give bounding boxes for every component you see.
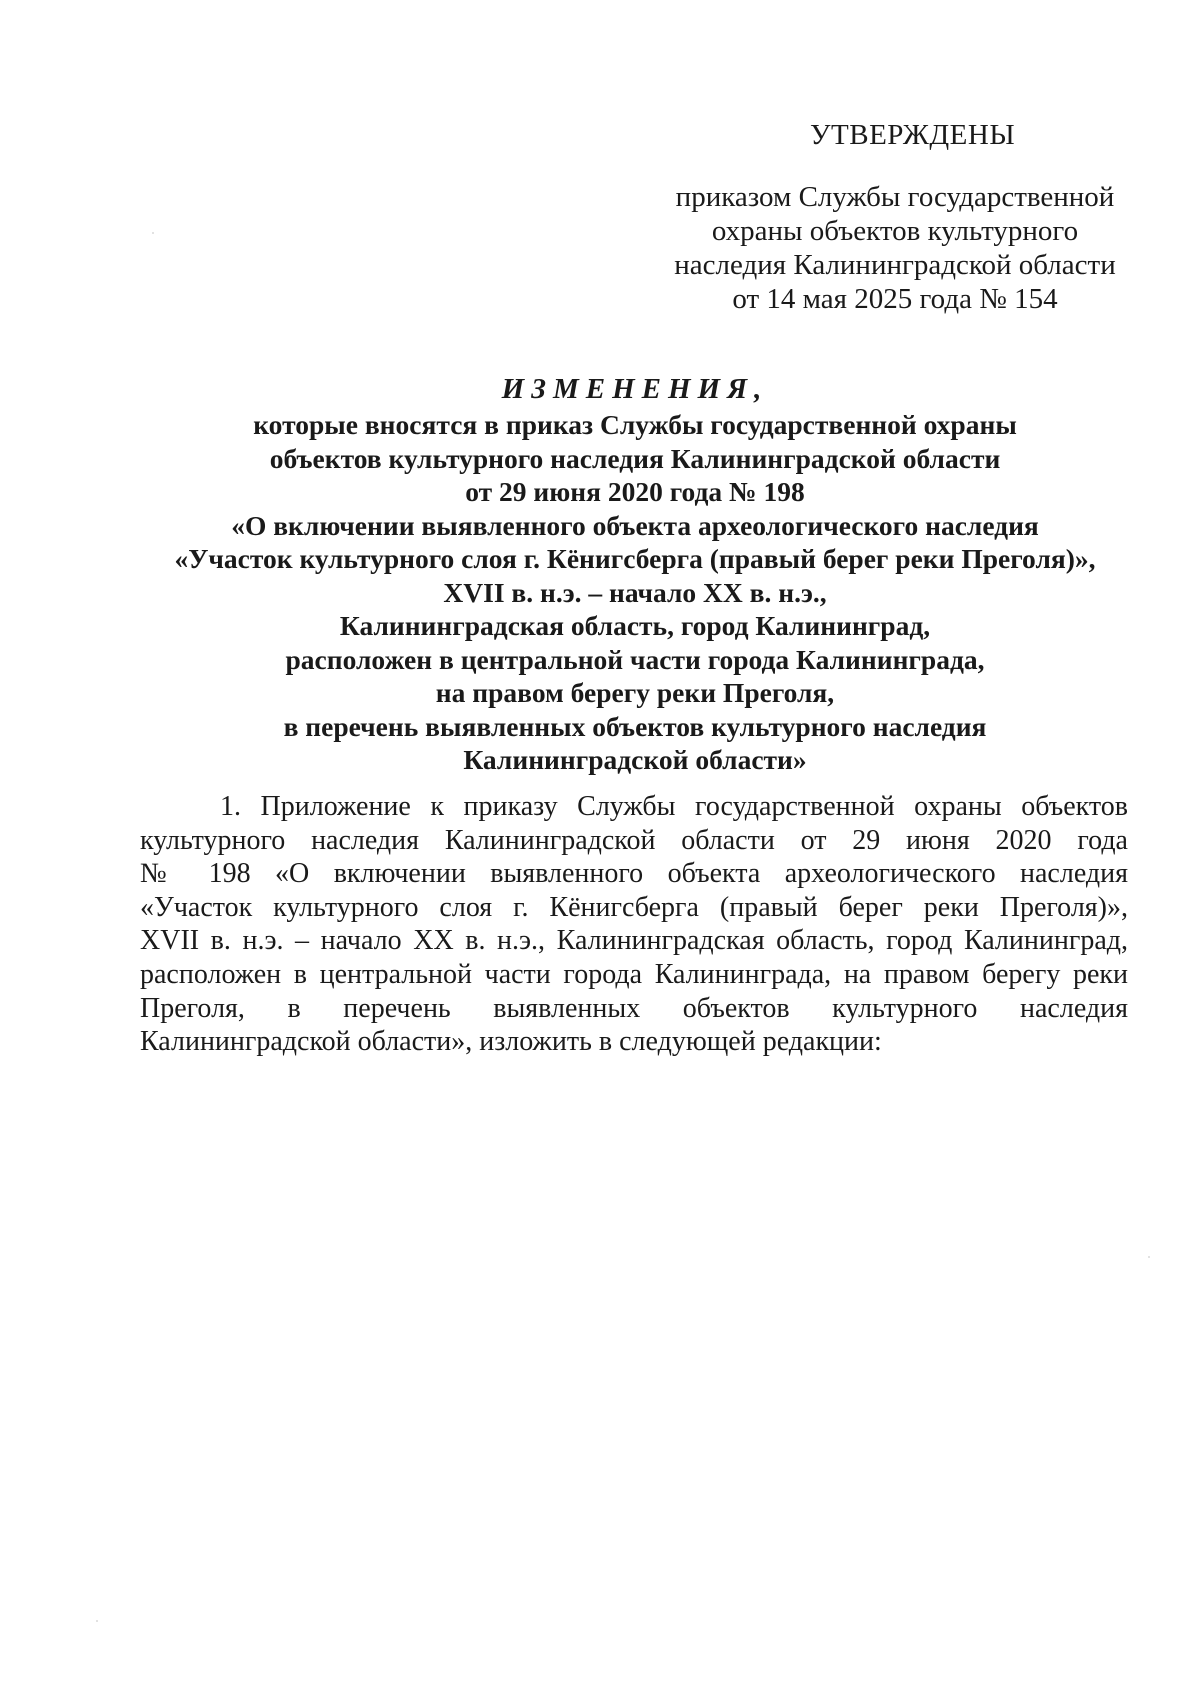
scan-speck	[152, 232, 154, 234]
heading-line: Калининградской области»	[463, 744, 807, 775]
body-paragraph	[140, 790, 1128, 1059]
body-line: Преголя, в перечень выявленных объектов культурного наследия	[140, 992, 1128, 1024]
scan-speck	[96, 1620, 98, 1622]
heading-line: XVII в. н.э. – начало XX в. н.э.,	[443, 576, 827, 608]
approval-line: от 14 мая 2025 года № 154	[732, 283, 1058, 315]
body-line: № 198 «О включении выявленного объекта археологического наследия	[140, 858, 1128, 890]
heading-line: от 29 июня 2020 года № 198	[465, 476, 805, 507]
body-line: XVII в. н.э. – начало XX в. н.э., Калининградская область, город Калининград,	[140, 925, 1128, 957]
body-line: 1. Приложение к приказу Службы государственной охраны объектов	[220, 791, 1128, 822]
document-title: ИЗМЕНЕНИЯ,	[501, 373, 769, 405]
approval-line: наследия Калининградской области	[674, 249, 1116, 281]
heading-line: «Участок культурного слоя г. Кёнигсберга (правый берег реки Преголя)»,	[174, 543, 1096, 574]
heading-line: в перечень выявленных объектов культурного наследия	[283, 710, 987, 742]
heading-line: «О включении выявленного объекта археологического наследия	[231, 509, 1039, 541]
body-line: культурного наследия Калининградской области от 29 июня 2020 года	[140, 824, 1128, 856]
approval-line: приказом Службы государственной	[675, 181, 1115, 213]
document-heading	[140, 372, 1130, 777]
body-line: «Участок культурного слоя г. Кёнигсберга (правый берег реки Преголя)»,	[140, 891, 1128, 923]
body-line: расположен в центральной части города Калининграда, на правом берегу реки	[140, 958, 1128, 990]
heading-line: объектов культурного наследия Калининградской области	[269, 442, 1001, 474]
approval-title: УТВЕРЖДЕНЫ	[810, 119, 1016, 151]
heading-line: расположен в центральной части города Калининграда,	[285, 643, 985, 675]
heading-line: Калининградская область, город Калининград,	[339, 610, 931, 641]
scan-speck	[1148, 1256, 1150, 1258]
body-line: Калининградской области», изложить в следующей редакции:	[140, 1026, 882, 1058]
approval-details	[660, 180, 1130, 316]
approval-line: охраны объектов культурного	[711, 215, 1079, 247]
heading-line: на правом берегу реки Преголя,	[435, 677, 835, 708]
heading-line: которые вносятся в приказ Службы государственной охраны	[253, 409, 1017, 440]
